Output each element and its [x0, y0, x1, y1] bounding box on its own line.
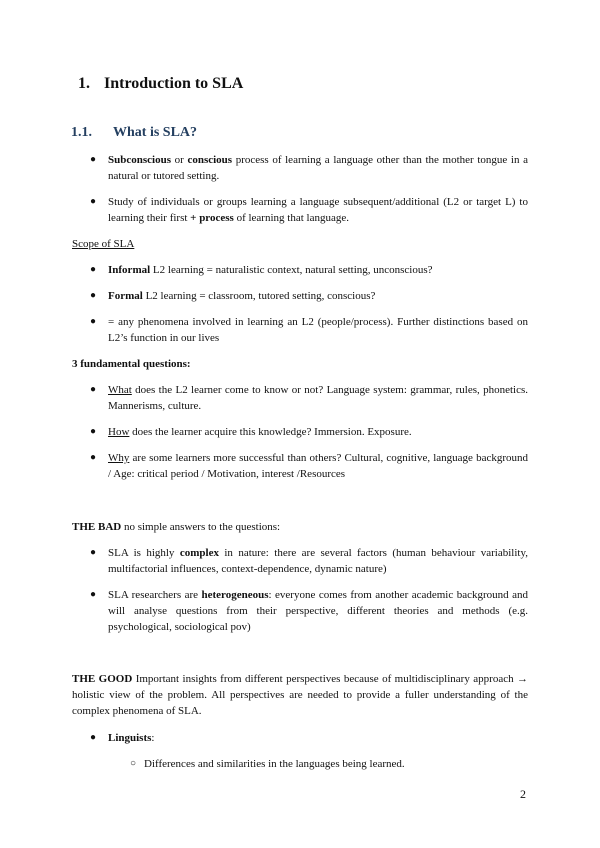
list-item [72, 545, 528, 577]
text: of learning that language. [233, 212, 349, 224]
underlined-text: How [108, 426, 130, 438]
bold-text: Linguists [108, 732, 152, 744]
text: L2 learning = naturalistic context, natural setting, unconscious? [150, 264, 433, 276]
bullet-icon: ● [90, 589, 97, 600]
bullet-icon: ● [90, 154, 97, 165]
text: SLA researchers are [108, 589, 202, 601]
text: process of learning a language other than the mother tongue in a natural or tutored setting. [108, 154, 529, 182]
heading-1 [78, 74, 243, 94]
text: are some learners more successful than others? Cultural, cognitive, language background / Age: critical period / Motivation, interest /Resources [108, 452, 528, 480]
text: L2 learning = classroom, tutored setting, conscious? [142, 290, 376, 302]
text: : everyone comes from another academic background and will analyse questions from their perspective, different theories and methods (e.g. psychological, sociological pov) [108, 589, 528, 633]
bold-text: Informal [108, 264, 151, 276]
heading-2 [71, 124, 197, 142]
bold-text: + process [190, 212, 234, 224]
bullet-icon: ● [90, 196, 97, 207]
bold-text: heterogeneous [201, 589, 269, 601]
good-section [72, 671, 528, 719]
page-number: 2 [520, 787, 526, 801]
text: no simple answers to the questions: [121, 521, 281, 533]
heading-1-number: 1. [78, 75, 90, 92]
heading-2-title: What is SLA? [113, 125, 198, 140]
list-item [72, 730, 528, 746]
list-item [72, 152, 528, 184]
text: does the L2 learner come to know or not? Language system: grammar, rules, phonetics. Mannerisms, culture. [108, 384, 528, 412]
text: does the learner acquire this knowledge? Immersion. Exposure. [129, 426, 412, 438]
linguists-section [72, 730, 528, 772]
list-item [72, 382, 528, 414]
bullet-icon: ● [90, 547, 97, 558]
sub-list-item [72, 756, 528, 772]
questions-section [72, 356, 528, 482]
bullet-icon: ● [90, 732, 97, 743]
text: Study of individuals or groups learning a language subsequent/additional (L2 or target L) to learning their first [108, 196, 528, 224]
text: or [170, 154, 188, 166]
list-item [72, 262, 528, 278]
text: in nature: there are several factors (human behaviour variability, multifactorial influences, context-dependence, dynamic nature) [108, 547, 528, 575]
scope-section [72, 236, 528, 346]
questions-title: 3 fundamental questions: [72, 358, 191, 370]
bold-text: Formal [108, 290, 143, 302]
text: : [151, 732, 155, 744]
text: Differences and similarities in the languages being learned. [144, 758, 405, 770]
bad-intro [72, 519, 528, 535]
text: Important insights from different perspectives because of multidisciplinary approach → holistic view of the problem. All perspectives are needed to provide a fuller understanding of the complex phenomena of SLA. [72, 673, 529, 717]
list-item [72, 450, 528, 482]
heading-1-title: Introduction to SLA [104, 75, 244, 92]
underlined-text: Why [108, 452, 130, 464]
bold-text: conscious [187, 154, 233, 166]
bullet-icon: ● [90, 384, 97, 395]
heading-2-number: 1.1. [71, 125, 92, 140]
underlined-text: What [108, 384, 132, 396]
text: = any phenomena involved in learning an L2 (people/process). Further distinctions based on L2’s function in our lives [108, 316, 528, 344]
list-item [72, 424, 528, 440]
sub-bullet-icon: ○ [130, 758, 137, 769]
text: SLA is highly [108, 547, 180, 559]
bold-text: Subconscious [108, 154, 171, 166]
bad-section [72, 519, 528, 635]
bold-text: complex [179, 547, 219, 559]
list-item [72, 587, 528, 635]
list-item [72, 314, 528, 346]
bad-label: THE BAD [72, 521, 122, 533]
bullet-icon: ● [90, 290, 97, 301]
intro-list [72, 152, 528, 226]
bullet-icon: ● [90, 264, 97, 275]
scope-title: Scope of SLA [72, 238, 135, 250]
bullet-icon: ● [90, 316, 97, 327]
bullet-icon: ● [90, 452, 97, 463]
good-label: THE GOOD [72, 673, 133, 685]
list-item [72, 194, 528, 226]
list-item [72, 288, 528, 304]
bullet-icon: ● [90, 426, 97, 437]
